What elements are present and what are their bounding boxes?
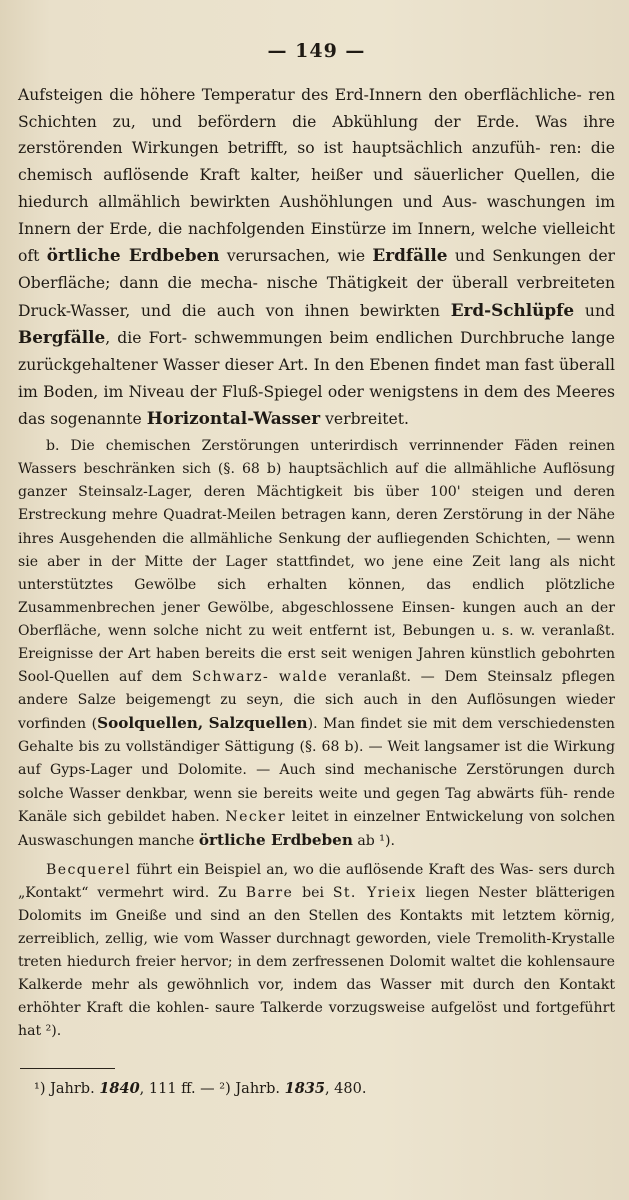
text-line: rende Kanäle sich gebildet haben. xyxy=(18,785,615,825)
text-line: von ihnen bewirkten xyxy=(265,301,440,320)
text-line: nische Thätigkeit der überall verbreiteten Druck-Wasser, und die auch xyxy=(18,273,616,320)
emphasis-oertliche-erdbeben-2: örtliche Erdbeben xyxy=(198,830,353,849)
emphasis-soolquellen: Soolquellen, xyxy=(97,714,204,733)
text-line: solche Wasser denkbar, wenn sie bereits weite und gegen Tag abwärts füh- xyxy=(18,785,568,802)
text-line: endlich plötzliche Zusammenbrechen jener Gewölbe, abgeschlossene Einsen- xyxy=(18,576,615,616)
text-line: saure Talkerde vorzugsweise aufgelöst und fortgeführt hat ²). xyxy=(18,1000,615,1040)
text-line: führt ein Beispiel an, wo die auflösende Kraft des Was- xyxy=(136,861,534,878)
text-line: vor, indem das Wasser mit durch den Kontakt erhöhter Kraft die kohlen- xyxy=(18,977,615,1017)
emphasis-horizontal-wasser: Horizontal-Wasser xyxy=(146,408,321,429)
text-line: Nester blätterigen Dolomits im Gneiße und sind an den Stellen des xyxy=(18,884,615,925)
spaced-schwarzwalde: Schwarz- xyxy=(191,669,270,686)
text-line: ab ¹). xyxy=(357,832,395,849)
emphasis-bergfaelle: Bergfälle xyxy=(18,327,106,348)
text-line: seyn, die sich auch in den Auflösungen wieder vorfinden ( xyxy=(18,692,615,733)
text-line: bei xyxy=(302,884,324,901)
text-line: b. Die chemischen Zerstörungen unterirdisch verrinnender Fäden reinen xyxy=(46,438,615,455)
text-line: veranlaßt. — Dem Steinsalz pflegen andere Salze beigemengt zu xyxy=(18,669,615,709)
text-line: Erstreckung mehre Quadrat-Meilen betragen kann, deren Zerstörung in xyxy=(18,507,543,524)
spaced-barre: Barre xyxy=(245,884,294,901)
text-line: liegen xyxy=(425,884,470,901)
text-line: Innern, welche vielleicht oft xyxy=(18,219,615,266)
text-line: Boden, im Niveau der Fluß-Spiegel oder wenigstens in dem des xyxy=(43,382,551,401)
text-line: und Senkungen der Oberfläche; dann die mecha- xyxy=(18,247,615,292)
text-line: , die Fort- xyxy=(105,329,187,348)
text-line: Schichten, — wenn sie aber in der Mitte der Lager stattfindet, wo jene xyxy=(18,530,616,570)
footnotes xyxy=(18,1079,615,1099)
text-line: seit wenigen Jahren künstlich gebohrten Sool-Quellen auf dem xyxy=(18,645,616,686)
footnote-divider xyxy=(20,1068,115,1069)
emphasis-salzquellen: Salzquellen xyxy=(208,714,308,733)
text-line: Wassers beschränken sich (§. 68 b) hauptsächlich auf die allmähliche Auflösung xyxy=(18,461,615,478)
text-line: schwemmungen beim endlichen Durchbruche lange zurückgehaltener xyxy=(18,329,615,375)
text-line: geworden, viele Tremolith-Krystalle treten hiedurch freier hervor; in dem xyxy=(18,931,616,971)
text-line: Quellen, die hiedurch allmählich bewirkten Aushöhlungen und Aus- xyxy=(18,166,615,211)
text-line: Wasser dieser Art. In den Ebenen findet man fast überall im xyxy=(18,356,615,401)
text-line: Bebungen u. s. w. veranlaßt. Ereignisse der Art haben bereits die erst xyxy=(18,622,616,662)
text-line: ren: die chemisch auflösende Kraft kalter, heißer und säuerlicher xyxy=(18,139,615,185)
footnote-1-label: ¹) Jahrb. xyxy=(34,1080,95,1097)
text-line: wie xyxy=(337,247,366,266)
text-line: verursachen, xyxy=(226,247,331,266)
text-line: ren Schichten zu, und befördern die Abkühlung der Erde. Was xyxy=(18,86,615,131)
text-line: Aufsteigen die höhere Temperatur des Erd-Innern den oberflächliche- xyxy=(18,86,582,104)
spaced-becquerel: Becquerel xyxy=(46,861,132,878)
emphasis-erdfaelle: Erdfälle xyxy=(372,245,448,266)
footnote-1-year: 1840 xyxy=(99,1079,140,1097)
text-line: Meeres das sogenannte xyxy=(18,382,615,429)
text-line: von solchen Auswaschungen manche xyxy=(18,808,616,849)
page-number: — 149 — xyxy=(267,40,366,62)
emphasis-erd-schluepfe: Erd-Schlüpfe xyxy=(450,299,575,320)
spaced-schwarzwalde-end: walde xyxy=(278,669,329,686)
text-line: Kontakts mit letztem körnig, zerreiblich, zellig, wie vom Wasser durchnagt xyxy=(18,908,615,948)
emphasis-oertliche-erdbeben: örtliche Erdbeben xyxy=(46,245,220,266)
text-line: waschungen im Innern der Erde, die nachfolgenden Einstürze im xyxy=(18,192,616,238)
footnote-2-year: 1835 xyxy=(284,1079,325,1097)
text-line: und xyxy=(584,301,615,320)
text-line: leitet in einzelner Entwickelung xyxy=(291,808,524,825)
text-line: verbreitet. xyxy=(325,410,409,429)
footnote-2-rest: , 480. xyxy=(324,1080,367,1097)
text-line: eine Zeit lang als nicht unterstütztes Gewölbe sich erhalten können, das xyxy=(18,553,615,593)
spaced-necker: Necker xyxy=(225,808,286,825)
text-line: ihre zerstörenden Wirkungen betrifft, so ist hauptsächlich anzufüh- xyxy=(18,112,616,158)
text-line: sers durch „Kontakt“ vermehrt wird. Zu xyxy=(18,861,616,901)
main-text xyxy=(18,82,615,1044)
paragraph-1 xyxy=(18,82,615,433)
paragraph-2 xyxy=(18,435,615,853)
text-line: kungen auch an der Oberfläche, wenn solche nicht zu weit entfernt ist, xyxy=(18,599,615,639)
text-line: zerfressenen Dolomit waltet die kohlensaure Kalkerde mehr als gewöhnlich xyxy=(18,954,615,994)
text-line: vollständiger Sättigung (§. 68 b). — Weit langsamer ist die Wirkung auf xyxy=(18,739,615,779)
spaced-st-yrieix: St. Yrieix xyxy=(332,884,417,901)
paragraph-3 xyxy=(18,859,615,1044)
text-line: der Nähe ihres Ausgehenden die allmähliche Senkung der aufliegenden xyxy=(18,507,616,547)
text-line: ganzer Steinsalz-Lager, deren Mächtigkeit bis über 100' steigen und deren xyxy=(18,484,615,501)
footnote-1-rest: , 111 ff. — ²) Jahrb. xyxy=(139,1080,280,1097)
text-line: ). Man findet sie mit dem verschiedensten Gehalte bis zu xyxy=(18,716,615,756)
text-line: Gyps-Lager und Dolomite. — Auch sind mechanische Zerstörungen durch xyxy=(49,762,615,779)
